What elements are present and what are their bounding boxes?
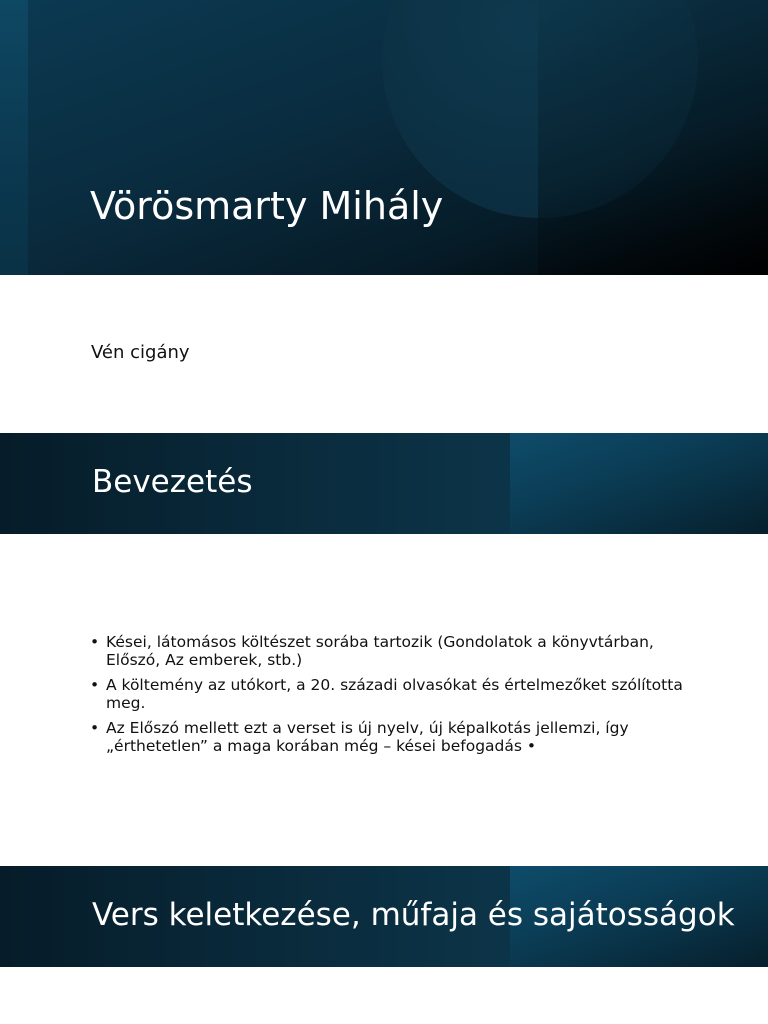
list-item xyxy=(90,719,690,755)
section-header-bevezetes xyxy=(0,433,768,534)
decorative-panel xyxy=(510,433,768,534)
bullet-text: A költemény az utókort, a 20. századi olvasókat és értelmezőket szólította meg. xyxy=(106,676,683,712)
section-title: Bevezetés xyxy=(92,464,253,500)
bullet-icon: • xyxy=(90,676,100,694)
bullet-text: Az Előszó mellett ezt a verset is új nyelv, új képalkotás jellemzi, így „érthetetlen” a maga korában még – kései befogadás • xyxy=(106,719,629,755)
section-title: Vers keletkezése, műfaja és sajátosságok xyxy=(92,897,735,933)
bullet-list xyxy=(90,633,690,762)
decorative-panel xyxy=(538,0,768,275)
presentation-subtitle: Vén cigány xyxy=(91,342,190,363)
title-slide xyxy=(0,0,768,275)
list-item xyxy=(90,633,690,669)
bullet-text: Kései, látomásos költészet sorába tartozik (Gondolatok a könyvtárban, Előszó, Az emberek, stb.) xyxy=(106,633,654,669)
list-item xyxy=(90,676,690,712)
bullet-icon: • xyxy=(90,633,100,651)
presentation-title: Vörösmarty Mihály xyxy=(90,184,444,228)
section-header-keletkezes xyxy=(0,866,768,967)
decorative-strip xyxy=(0,0,28,275)
bullet-icon: • xyxy=(90,719,100,737)
